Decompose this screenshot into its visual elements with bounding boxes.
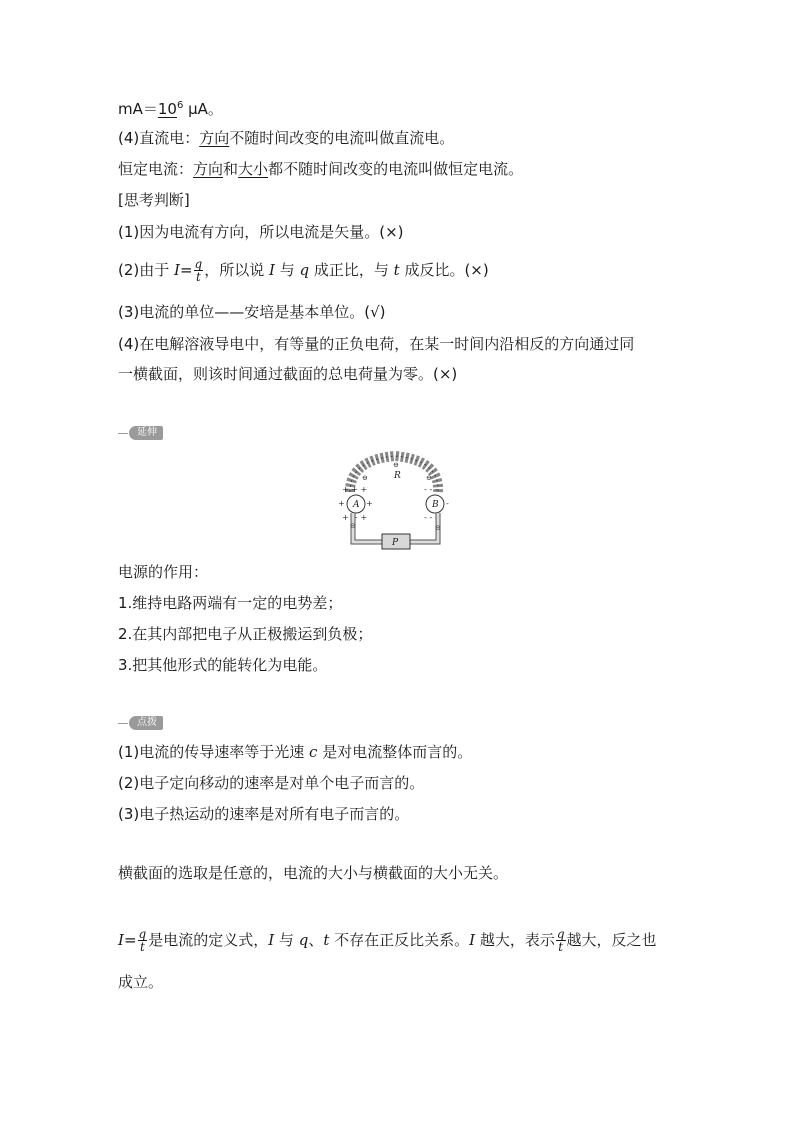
electron-symbol: ⊖ (426, 474, 432, 482)
electron-symbol: ⊖ (435, 524, 441, 532)
power-source-diagram (330, 450, 460, 550)
electron-symbol: ⊖ (350, 522, 356, 530)
definition-note-line1: I= $\frac{q}{t}$ 是电流的定义式，I 与 q、t 不存在正反比关系。I 越大，表示 $\frac{q}{t}$ 越大，反之也 (118, 927, 657, 954)
think-q3: (3)电流的单位——安培是基本单位。(√) (118, 303, 386, 321)
label-B: B (432, 500, 439, 510)
tip-1: (1)电流的传导速率等于光速 c 是对电流整体而言的。 (118, 743, 473, 761)
tips-tag (118, 715, 163, 731)
electron-symbol: ⊖ (393, 461, 399, 469)
tag-dash (118, 723, 128, 724)
unit-conversion-line: $mA=10^6$ μA。 (118, 100, 223, 118)
constant-current-definition: 恒定电流：方向和大小都不随时间改变的电流叫做恒定电流。 (118, 160, 524, 178)
plus-charges: + (338, 499, 345, 508)
minus-charges: - - - (424, 485, 438, 494)
label-P: P (392, 538, 399, 548)
power-source-item-2: 2.在其内部把电子从正极搬运到负极； (118, 625, 373, 643)
electron-symbol: ⊖ (362, 474, 368, 482)
minus-charges: - (446, 499, 449, 508)
extension-tag (118, 425, 163, 441)
power-source-item-1: 1.维持电路两端有一定的电势差； (118, 594, 343, 612)
fraction-q-over-t: $\frac{q}{t}$ (194, 257, 203, 284)
plus-charges: + + + (342, 513, 368, 522)
tip-3: (3)电子热运动的速率是对所有电子而言的。 (118, 805, 410, 823)
tag-dash (118, 433, 128, 434)
think-q4-line1: (4)在电解溶液导电中，有等量的正负电荷，在某一时间内沿相反的方向通过同 (118, 335, 635, 353)
think-q2: (2)由于 I= $\frac{q}{t}$ ，所以说 I 与 q 成正比，与 t 成反比。(×) (118, 257, 489, 284)
tip-2: (2)电子定向移动的速率是对单个电子而言的。 (118, 774, 425, 792)
tips-tag-label: 点拨 (129, 716, 163, 730)
fraction-q-over-t: $\frac{q}{t}$ (138, 927, 147, 954)
think-q4-line2: 一横截面，则该时间通过截面的总电荷量为零。(×) (118, 365, 458, 383)
extension-tag-label: 延伸 (129, 426, 163, 440)
plus-charges: + (366, 499, 373, 508)
power-source-heading: 电源的作用： (118, 563, 209, 581)
fraction-q-over-t: $\frac{q}{t}$ (556, 927, 565, 954)
think-q1: (1)因为电流有方向，所以电流是矢量。(×) (118, 223, 404, 241)
minus-charges: - - - (424, 513, 438, 522)
dc-definition: (4)直流电：方向不随时间改变的电流叫做直流电。 (118, 129, 455, 147)
power-source-item-3: 3.把其他形式的能转化为电能。 (118, 656, 328, 674)
definition-note-line2: 成立。 (118, 973, 164, 991)
cross-section-note: 横截面的选取是任意的，电流的大小与横截面的大小无关。 (118, 864, 509, 882)
label-A: A (353, 500, 360, 510)
plus-charges: + + + (342, 485, 368, 494)
label-R: R (394, 471, 401, 481)
think-heading: [思考判断] (118, 191, 190, 209)
